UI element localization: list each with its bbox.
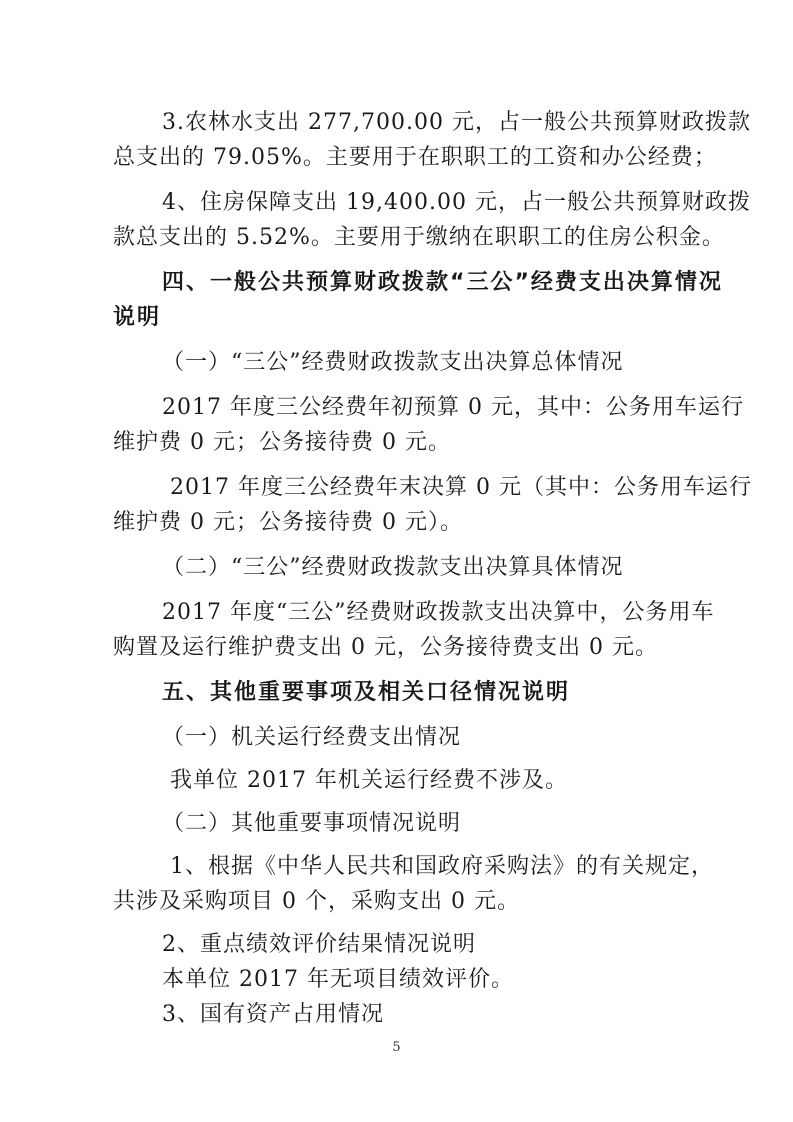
text-line: 2、重点绩效评价结果情况说明 xyxy=(162,932,476,957)
text-line: 共涉及采购项目 0 个，采购支出 0 元。 xyxy=(113,889,520,914)
text-line: 总支出的 79.05%。主要用于在职职工的工资和办公经费； xyxy=(113,145,717,170)
text-line: 2017 年度三公经费年末决算 0 元（其中：公务用车运行 xyxy=(170,475,752,500)
text-line: 本单位 2017 年无项目绩效评价。 xyxy=(162,967,514,992)
subsection-heading: （一）机关运行经费支出情况 xyxy=(162,725,462,750)
page-number: 5 xyxy=(392,1040,401,1055)
section-heading: 五、其他重要事项及相关口径情况说明 xyxy=(162,680,571,705)
text-line: 维护费 0 元；公务接待费 0 元）。 xyxy=(113,510,463,535)
text-line: 2017 年度三公经费年初预算 0 元，其中：公务用车运行 xyxy=(162,395,744,420)
subsection-heading: （一）“三公”经费财政拨款支出决算总体情况 xyxy=(162,350,624,375)
text-line: 购置及运行维护费支出 0 元，公务接待费支出 0 元。 xyxy=(113,635,658,660)
text-line: 3.农林水支出 277,700.00 元，占一般公共预算财政拨款 xyxy=(162,110,751,135)
subsection-heading: （二）其他重要事项情况说明 xyxy=(162,811,462,836)
text-line: 3、国有资产占用情况 xyxy=(162,1002,384,1027)
section-heading: 四、一般公共预算财政拨款“三公”经费支出决算情况 xyxy=(162,270,723,295)
text-line: 维护费 0 元；公务接待费 0 元。 xyxy=(113,430,451,455)
text-line: 款总支出的 5.52%。主要用于缴纳在职职工的住房公积金。 xyxy=(113,225,725,250)
text-line: 4、住房保障支出 19,400.00 元，占一般公共预算财政拨 xyxy=(162,190,751,215)
subsection-heading: （二）“三公”经费财政拨款支出决算具体情况 xyxy=(162,555,624,580)
text-line: 2017 年度“三公”经费财政拨款支出决算中，公务用车 xyxy=(162,600,715,625)
text-line: 1、根据《中华人民共和国政府采购法》的有关规定， xyxy=(170,854,714,879)
text-line: 我单位 2017 年机关运行经费不涉及。 xyxy=(170,768,568,793)
section-heading-continued: 说明 xyxy=(113,305,162,330)
